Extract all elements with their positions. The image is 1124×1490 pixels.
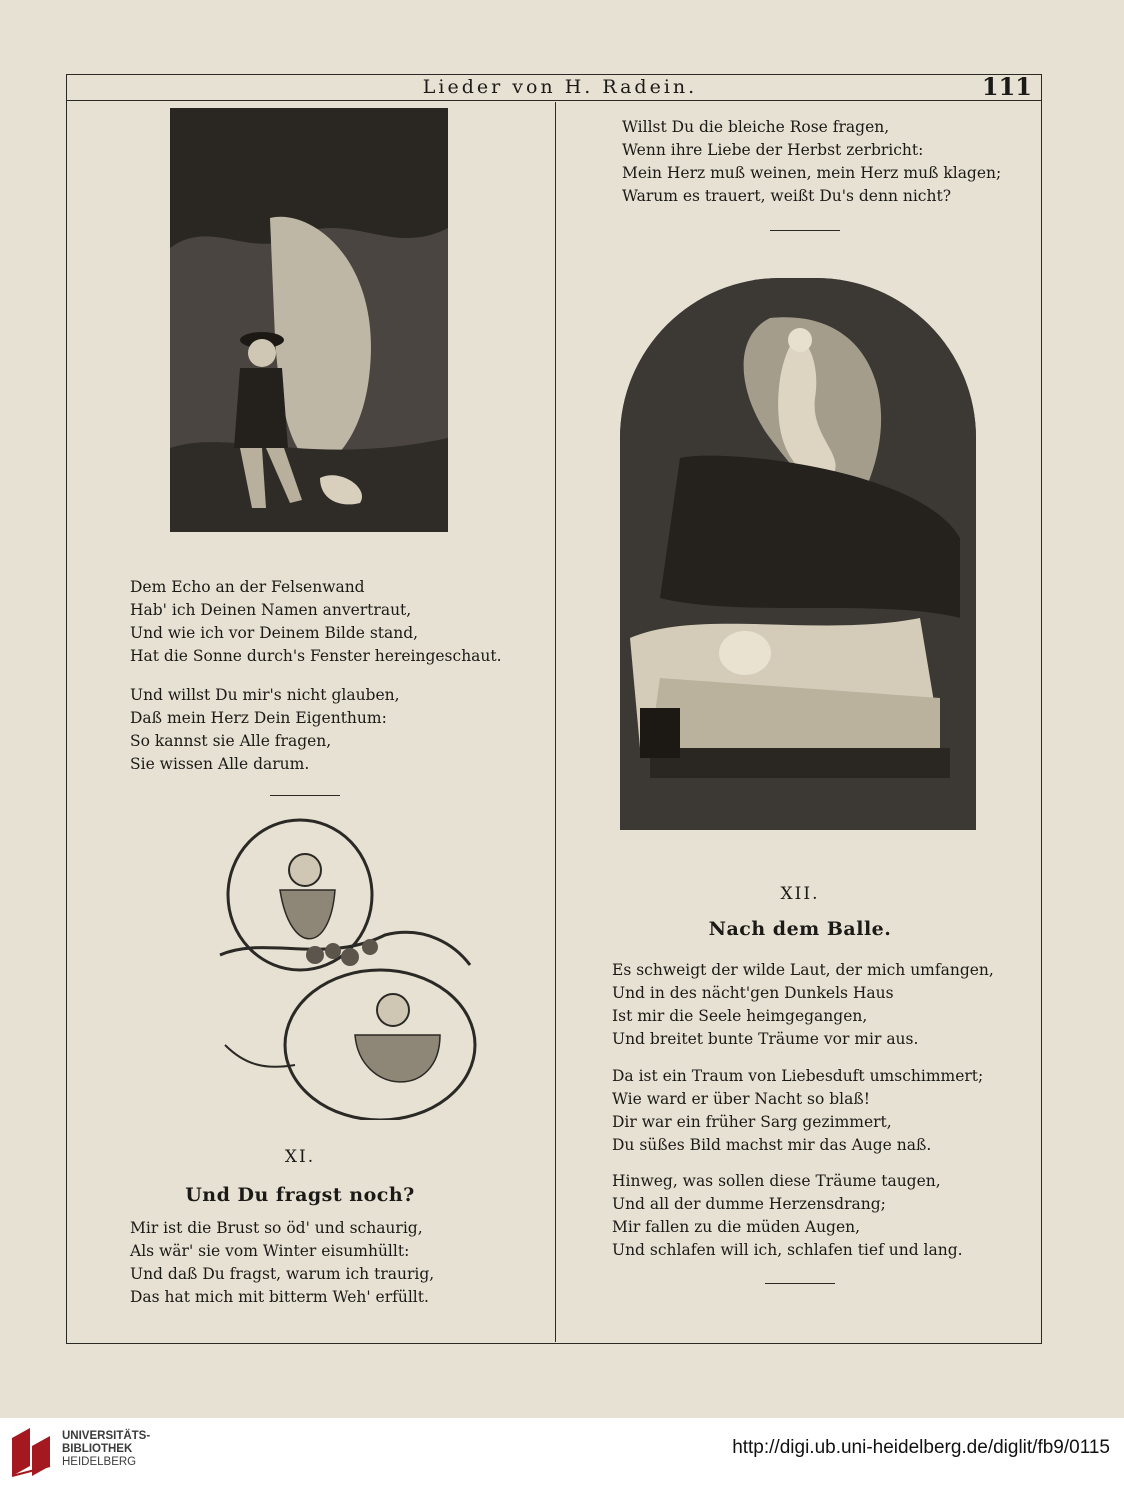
verse-line: Ist mir die Seele heimgegangen, <box>612 1007 868 1025</box>
running-header: Lieder von H. Radein. <box>422 76 698 98</box>
library-name-line: HEIDELBERG <box>62 1456 137 1468</box>
stanza-4 <box>612 959 994 1051</box>
verse-line: Wenn ihre Liebe der Herbst zerbricht: <box>622 141 924 159</box>
verse-line: Und breitet bunte Träume vor mir aus. <box>612 1030 919 1048</box>
stanza-1 <box>130 576 502 668</box>
verse-line: Willst Du die bleiche Rose fragen, <box>622 118 890 136</box>
verse-line: Wie ward er über Nacht so blaß! <box>612 1090 870 1108</box>
verse-line: Es schweigt der wilde Laut, der mich umfangen, <box>612 961 994 979</box>
verse-line: Und willst Du mir's nicht glauben, <box>130 686 400 704</box>
verse-line: Daß mein Herz Dein Eigenthum: <box>130 709 387 727</box>
verse-line: Mir ist die Brust so öd' und schaurig, <box>130 1219 423 1237</box>
verse-line: Mir fallen zu die müden Augen, <box>612 1218 861 1236</box>
illustration-ornamental-vignette-icon <box>205 815 485 1120</box>
poem-title: Und Du fragst noch? <box>185 1184 415 1206</box>
verse-line: Hinweg, was sollen diese Träume taugen, <box>612 1172 941 1190</box>
verse-line: Und daß Du fragst, warum ich traurig, <box>130 1265 435 1283</box>
verse-line: Das hat mich mit bitterm Weh' erfüllt. <box>130 1288 429 1306</box>
verse-line: Sie wissen Alle darum. <box>130 755 310 773</box>
column-divider <box>555 102 556 1342</box>
verse-line: Dir war ein früher Sarg gezimmert, <box>612 1113 892 1131</box>
verse-line: Und wie ich vor Deinem Bilde stand, <box>130 624 419 642</box>
header-rule <box>66 100 1042 101</box>
illustration-dreaming-sleeper-icon <box>620 278 976 830</box>
verse-line: Und schlafen will ich, schlafen tief und lang. <box>612 1241 963 1259</box>
verse-line: Hab' ich Deinen Namen anvertraut, <box>130 601 412 619</box>
library-name-line: BIBLIOTHEK <box>62 1443 133 1455</box>
verse-line: Da ist ein Traum von Liebesduft umschimmert; <box>612 1067 984 1085</box>
university-library-logo-icon <box>8 1424 54 1480</box>
verse-line: Als wär' sie vom Winter eisumhüllt: <box>130 1242 410 1260</box>
verse-line: Warum es trauert, weißt Du's denn nicht? <box>622 187 952 205</box>
stanza-5 <box>612 1065 983 1157</box>
library-name-line: UNIVERSITÄTS- <box>62 1430 151 1442</box>
page-number: 111 <box>981 72 1032 101</box>
poem-title: Nach dem Balle. <box>708 918 892 940</box>
stanza-top-right <box>622 116 1001 208</box>
section-divider <box>270 795 340 796</box>
verse-line: Mein Herz muß weinen, mein Herz muß klagen; <box>622 164 1002 182</box>
section-divider <box>765 1283 835 1284</box>
stanza-2 <box>130 684 400 776</box>
verse-line: Du süßes Bild machst mir das Auge naß. <box>612 1136 932 1154</box>
section-numeral: XI. <box>284 1147 316 1167</box>
stanza-3 <box>130 1217 434 1309</box>
verse-line: So kannst sie Alle fragen, <box>130 732 332 750</box>
source-url-link[interactable]: http://digi.ub.uni-heidelberg.de/diglit/fb9/0115 <box>732 1437 1110 1458</box>
verse-line: Und all der dumme Herzensdrang; <box>612 1195 886 1213</box>
stanza-6 <box>612 1170 963 1262</box>
verse-line: Und in des nächt'gen Dunkels Haus <box>612 984 894 1002</box>
section-numeral: XII. <box>780 884 820 904</box>
illustration-wanderer-at-rock-icon <box>170 108 448 532</box>
verse-line: Dem Echo an der Felsenwand <box>130 578 365 596</box>
library-name <box>62 1430 150 1469</box>
section-divider <box>770 230 840 231</box>
verse-line: Hat die Sonne durch's Fenster hereingeschaut. <box>130 647 502 665</box>
